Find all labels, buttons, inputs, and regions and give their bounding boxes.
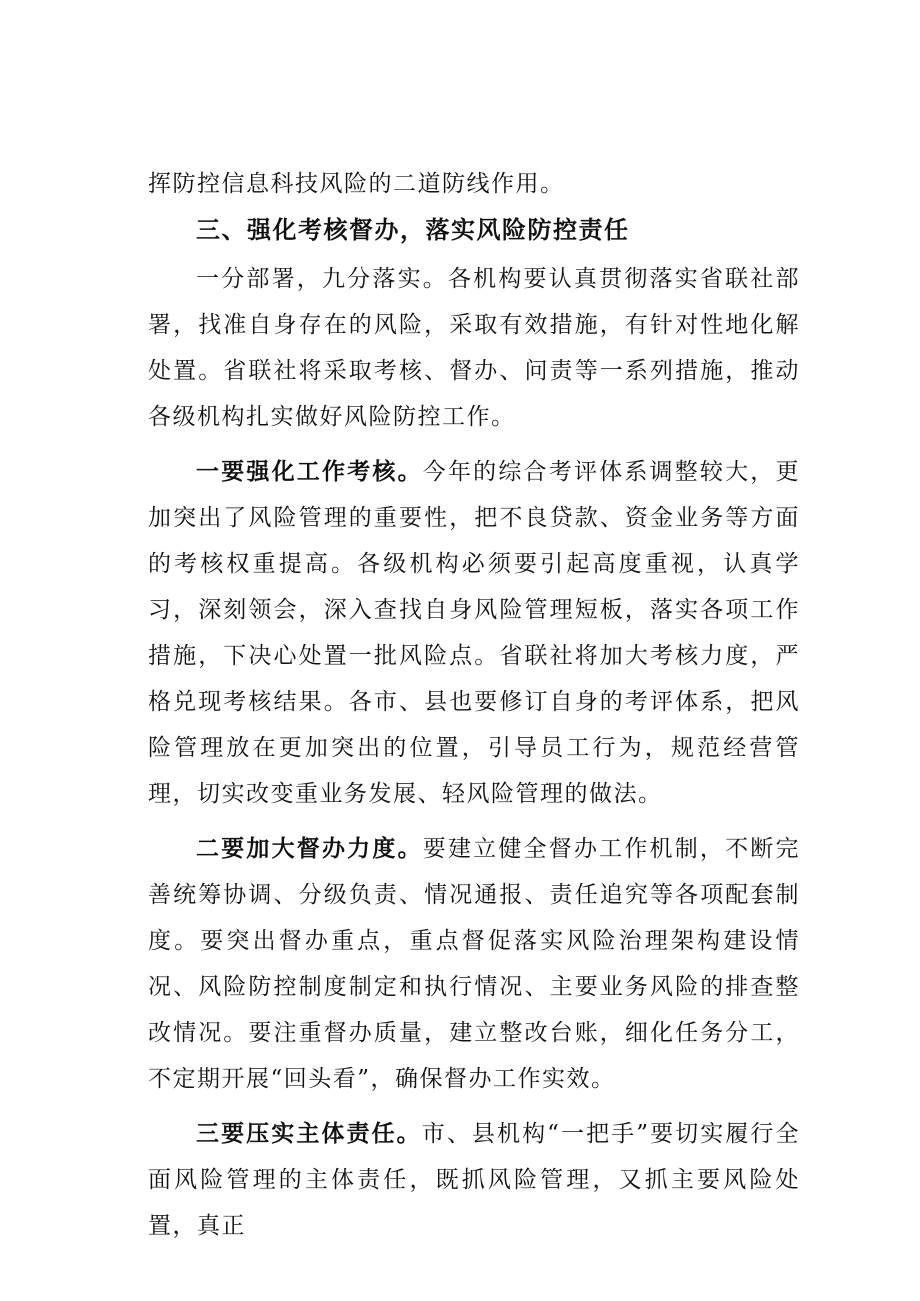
paragraph-continuation: 挥防控信息科技风险的二道防线作用。 [148,171,565,197]
paragraph-item-2 [148,826,800,1102]
item-1-lead: 一要强化工作考核。 [196,459,423,485]
paragraph-intro: 一分部署，九分落实。各机构要认真贯彻落实省联社部署，找准自身存在的风险，采取有效措施，有针对性地化解处置。省联社将采取考核、督办、问责等一系列措施，推动各级机构扎实做好风险防控工作。 [148,266,800,430]
item-3-text: 市、县机构“一把手”要切实履行全面风险管理的主体责任，既抓风险管理，又抓主要风险处置，真正 [148,1121,800,1239]
document-body [148,161,800,1249]
item-2-text: 要建立健全督办工作机制，不断完善统筹协调、分级负责、情况通报、责任追究等各项配套制度。要突出督办重点，重点督促落实风险治理架构建设情况、风险防控制度制定和执行情况、主要业务风险的排查整改情况。要注重督办质量，建立整改台账，细化任务分工，不定期开展“回头看”，确保督办工作实效。 [148,836,801,1092]
section-heading: 三、强化考核督办，落实风险防控责任 [196,216,630,244]
paragraph-item-1 [148,449,800,817]
item-1-text: 今年的综合考评体系调整较大，更加突出了风险管理的重要性，把不良贷款、资金业务等方面的考核权重提高。各级机构必须要引起高度重视，认真学习，深刻领会，深入查找自身风险管理短板，落实各项工作措施，下决心处置一批风险点。省联社将加大考核力度，严格兑现考核结果。各市、县也要修订自身的考评体系，把风险管理放在更加突出的位置，引导员工行为，规范经营管理，切实改变重业务发展、轻风险管理的做法。 [148,459,801,807]
item-2-lead: 二要加大督办力度。 [196,836,423,862]
item-3-lead: 三要压实主体责任。 [196,1121,422,1147]
paragraph-item-3 [148,1111,800,1249]
